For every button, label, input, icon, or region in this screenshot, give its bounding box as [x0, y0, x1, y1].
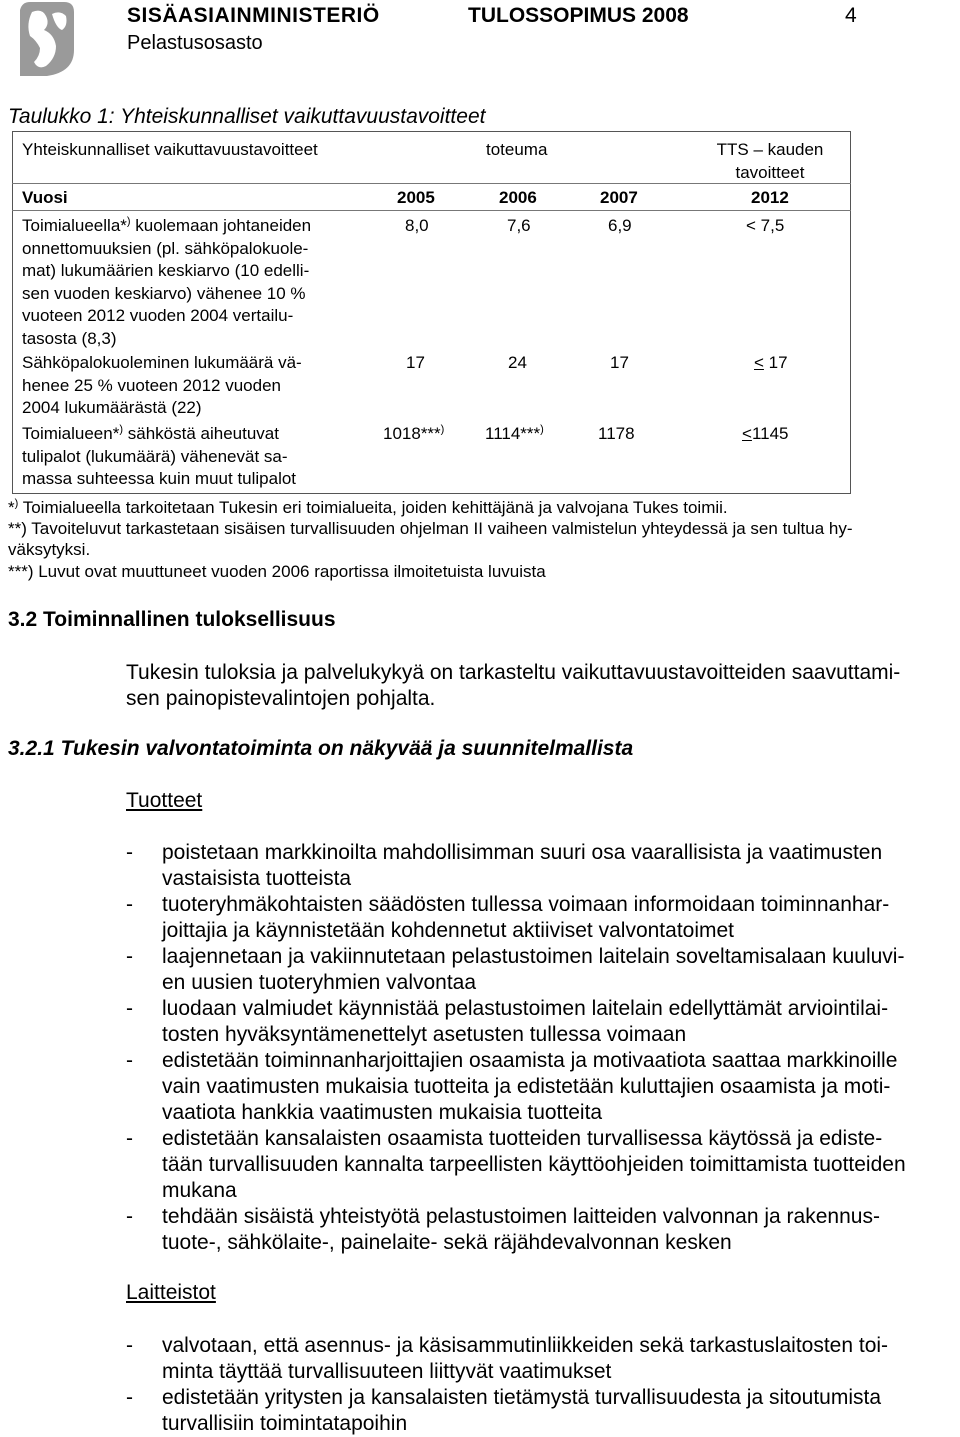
row1-2005: 8,0: [405, 216, 429, 235]
department-name: Pelastusosasto: [127, 32, 263, 54]
row3-2005: 1018***): [383, 423, 445, 443]
row2-2005: 17: [406, 353, 425, 372]
row2-2007: 17: [610, 353, 629, 372]
page-number: 4: [845, 4, 857, 27]
bullet-dash: -: [126, 997, 133, 1020]
subsection-heading: 3.2.1 Tukesin valvontatoiminta on näkyvää ja suunnitelmallista: [8, 737, 634, 760]
year-2006: 2006: [499, 188, 537, 207]
table-header-goal: Yhteiskunnalliset vaikuttavuustavoitteet: [22, 140, 318, 159]
goal-row-3-text: Toimialueen*) sähköstä aiheutuvat tulipalot (lukumäärä) vähenevät sa- massa suhteessa kuin muut tulipalot: [22, 423, 297, 488]
product-item: [126, 1048, 960, 1126]
row1-2007: 6,9: [608, 216, 632, 235]
section-heading: 3.2 Toiminnallinen tuloksellisuus: [8, 608, 336, 631]
bullet-dash: -: [126, 893, 133, 916]
row2-2012: < 17: [754, 353, 788, 372]
product-item-text: tuoteryhmäkohtaisten säädösten tullessa voimaan informoidaan toiminnanhar- joittajia ja käynnistetään kohdennetut aktiiviset valvontatoimet: [162, 893, 890, 942]
product-item-text: edistetään toiminnanharjoittajien osaamista ja motivaatiota saattaa markkinoille vain vaatimusten mukaisia tuotteita ja edistetään kuluttajien osaamista ja moti- vaatiota hankkia vaatimusten mukaisia tuotteita: [162, 1049, 898, 1124]
product-item: [126, 1204, 960, 1256]
bullet-dash: -: [126, 841, 133, 864]
bullet-dash: -: [126, 945, 133, 968]
footnote-1: *) Toimialueella tarkoitetaan Tukesin eri toimialueita, joiden kehittäjänä ja valvojana Tukes toimii.: [8, 497, 728, 517]
product-item: [126, 996, 960, 1048]
product-item-text: luodaan valmiudet käynnistää pelastustoimen laitelain edellyttämät arviointilai- tosten hyväksyntämenettelyt asetusten tullessa voimaan: [162, 997, 889, 1046]
table-divider: [12, 210, 851, 211]
row1-2012: < 7,5: [746, 216, 785, 235]
table-caption: Taulukko 1: Yhteiskunnalliset vaikuttavuustavoitteet: [8, 105, 486, 128]
equipment-heading: Laitteistot: [126, 1281, 216, 1304]
year-2005: 2005: [397, 188, 435, 207]
section-intro: Tukesin tuloksia ja palvelukykyä on tarkasteltu vaikuttavuustavoitteiden saavuttami- sen painopistevalintojen pohjalta.: [126, 661, 901, 710]
table-header-actual: toteuma: [486, 140, 548, 159]
row3-2007: 1178: [598, 424, 635, 443]
equipment-item-text: edistetään yritysten ja kansalaisten tietämystä turvallisuudesta ja sitoutumista turvallisiin toimintatapoihin: [162, 1386, 882, 1435]
bullet-dash: -: [126, 1334, 133, 1357]
products-heading: Tuotteet: [126, 789, 203, 812]
ministry-logo: [16, 0, 78, 78]
product-item: [126, 1126, 960, 1204]
product-item-text: edistetään kansalaisten osaamista tuotteiden turvallisessa käytössä ja ediste- tään turvallisuuden kannalta tarpeellisten käyttöohjeiden toimittamista tuotteiden mukana: [162, 1127, 906, 1202]
table-header-target: TTS – kauden tavoitteet: [716, 140, 824, 182]
product-item-text: tehdään sisäistä yhteistyötä pelastustoimen laitteiden valvonnan ja rakennus- tuote-, sähkölaite-, painelaite- sekä räjähdevalvonnan kesken: [162, 1205, 880, 1254]
product-item-text: poistetaan markkinoilta mahdollisimman suuri osa vaarallisista ja vaatimusten vastaisista tuotteista: [162, 841, 883, 890]
product-item: [126, 892, 960, 944]
year-2007: 2007: [600, 188, 638, 207]
bullet-dash: -: [126, 1127, 133, 1150]
product-item: [126, 840, 960, 892]
product-item-text: laajennetaan ja vakiinnutetaan pelastustoimen laitelain soveltamisalaan kuuluvi- en uusien tuoteryhmien valvontaa: [162, 945, 905, 994]
bullet-dash: -: [126, 1386, 133, 1409]
bullet-dash: -: [126, 1049, 133, 1072]
footnote-2: **) Tavoiteluvut tarkastetaan sisäisen turvallisuuden ohjelman II vaiheen valmistelun yhteydessä ja sen tultua hy- väksytyksi.: [8, 519, 853, 559]
row3-2012: <1145: [742, 424, 789, 443]
footnote-3: ***) Luvut ovat muuttuneet vuoden 2006 raportissa ilmoitetuista luvuista: [8, 562, 546, 581]
equipment-item-text: valvotaan, että asennus- ja käsisammutinliikkeiden sekä tarkastuslaitosten toi- minta täyttää turvallisuuteen liittyvät vaatimukset: [162, 1334, 889, 1383]
row2-2006: 24: [508, 353, 527, 372]
bullet-dash: -: [126, 1205, 133, 1228]
equipment-item: [126, 1333, 960, 1385]
document-title: TULOSSOPIMUS 2008: [468, 4, 689, 27]
goal-row-2-text: Sähköpalokuoleminen lukumäärä vä- henee 25 % vuoteen 2012 vuoden 2004 lukumäärästä (22): [22, 353, 302, 417]
goal-row-1-text: Toimialueella*) kuolemaan johtaneiden onnettomuuksien (pl. sähköpalokuole- mat) lukumäärien keskiarvo (10 edelli- sen vuoden keskiarvo) vähenee 10 % vuoteen 2012 vuoden 2004 vertailu- tasosta (8,3): [22, 215, 312, 348]
equipment-item: [126, 1385, 960, 1437]
ministry-name: SISÄASIAINMINISTERIÖ: [127, 4, 380, 27]
year-label: Vuosi: [22, 188, 68, 207]
row3-2006: 1114***): [485, 423, 544, 443]
row1-2006: 7,6: [507, 216, 531, 235]
product-item: [126, 944, 960, 996]
year-2012: 2012: [751, 188, 789, 207]
